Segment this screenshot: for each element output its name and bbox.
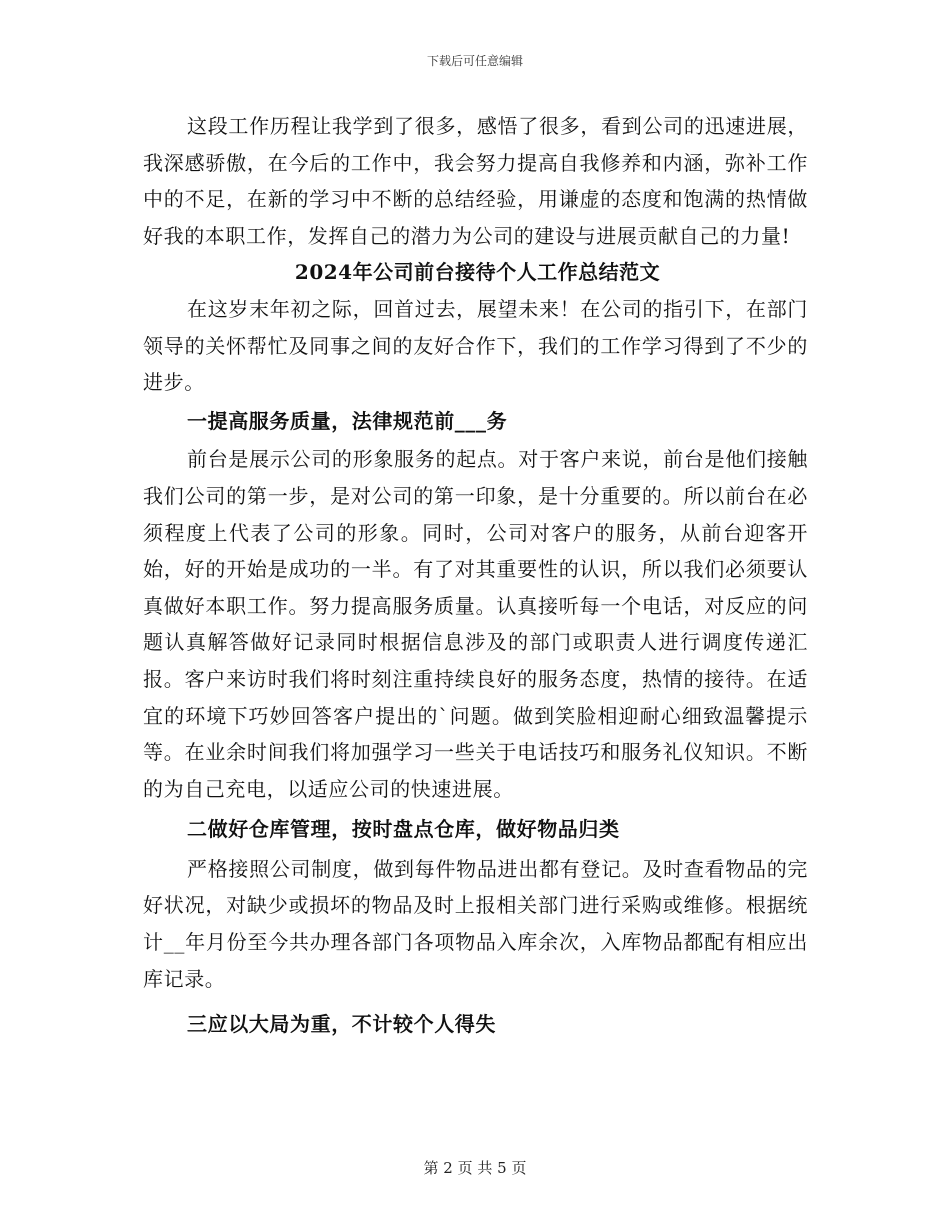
document-body	[143, 108, 808, 1043]
section-1-heading: 一提高服务质量，法律规范前___务	[187, 408, 508, 433]
page-footer: 第 2 页 共 5 页	[423, 1159, 527, 1177]
opening-paragraph: 在这岁末年初之际，回首过去，展望未来！在公司的指引下，在部门领导的关怀帮忙及同事之间的友好合作下，我们的工作学习得到了不少的进步。	[143, 296, 808, 395]
section-2-heading: 二做好仓库管理，按时盘点仓库，做好物品归类	[187, 817, 620, 842]
page-header: 下载后可任意编辑	[426, 54, 523, 68]
document-title: 2024年公司前台接待个人工作总结范文	[294, 260, 661, 285]
section-1-paragraph: 前台是展示公司的形象服务的起点。对于客户来说，前台是他们接触我们公司的第一步，是对公司的第一印象，是十分重要的。所以前台在必须程度上代表了公司的形象。同时，公司对客户的服务，从前台迎客开始，好的开始是成功的一半。有了对其重要性的认识，所以我们必须要认真做好本职工作。努力提高服务质量。认真接听每一个电话，对反应的问题认真解答做好记录同时根据信息涉及的部门或职责人进行调度传递汇报。客户来访时我们将时刻注重持续良好的服务态度，热情的接待。在适宜的环境下巧妙回答客户提出的`问题。做到笑脸相迎耐心细致温馨提示等。在业余时间我们将加强学习一些关于电话技巧和服务礼仪知识。不断的为自己充电，以适应公司的快速进展。	[143, 447, 808, 801]
intro-paragraph: 这段工作历程让我学到了很多，感悟了很多，看到公司的迅速进展，我深感骄傲，在今后的工作中，我会努力提高自我修养和内涵，弥补工作中的不足，在新的学习中不断的总结经验，用谦虚的态度和饱满的热情做好我的本职工作，发挥自己的潜力为公司的建设与进展贡献自己的力量!	[143, 114, 808, 248]
section-2-paragraph: 严格接照公司制度，做到每件物品进出都有登记。及时查看物品的完好状况，对缺少或损坏的物品及时上报相关部门进行采购或维修。根据统计__年月份至今共办理各部门各项物品入库余次，入库物品都配有相应出库记录。	[143, 856, 808, 991]
section-3-heading: 三应以大局为重，不计较个人得失	[187, 1012, 496, 1037]
